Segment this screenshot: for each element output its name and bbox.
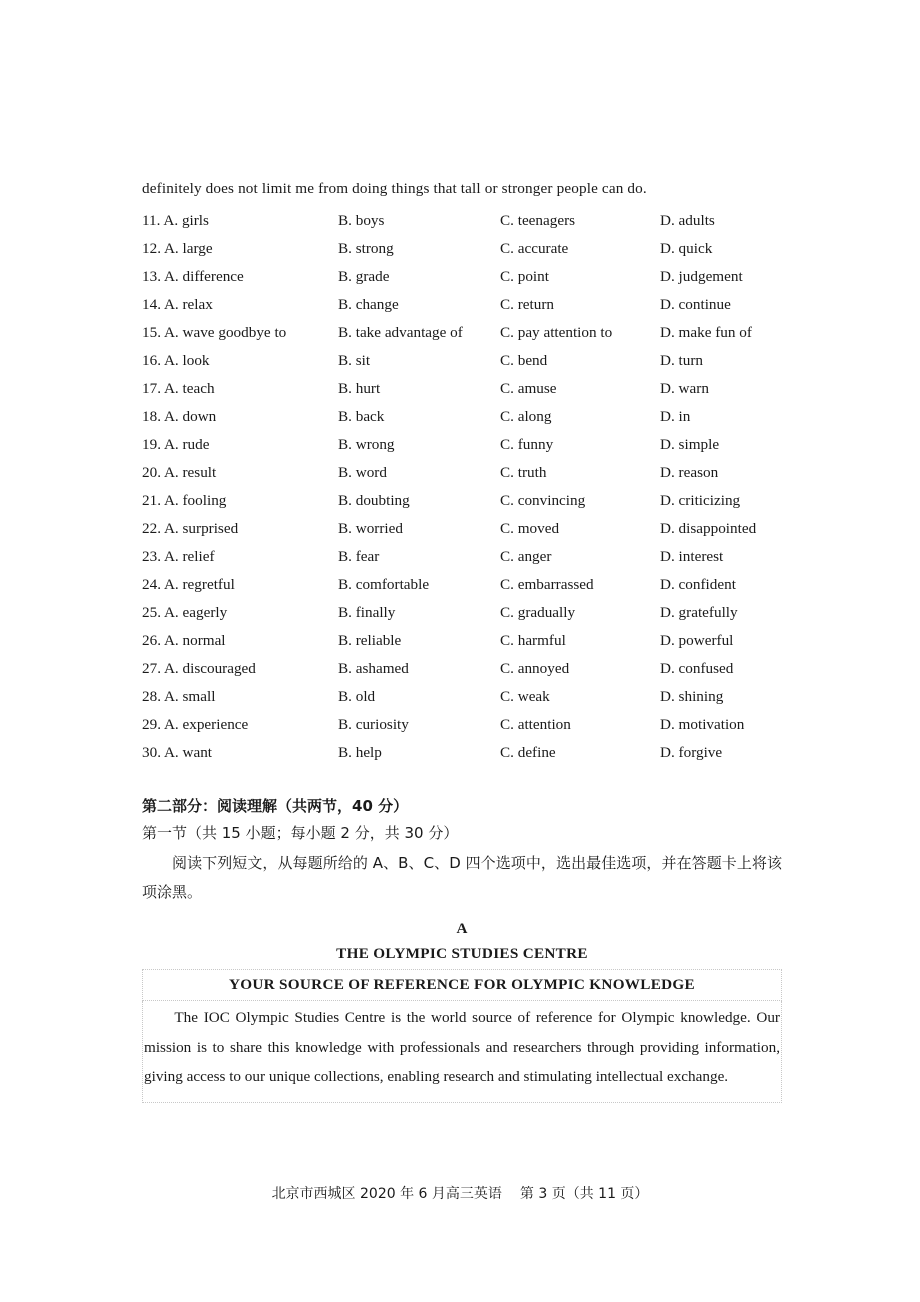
option-a[interactable]: 19. A. rude: [142, 436, 210, 453]
option-c[interactable]: C. bend: [500, 352, 548, 369]
option-a[interactable]: 20. A. result: [142, 464, 217, 481]
option-c[interactable]: C. truth: [500, 464, 547, 481]
option-d[interactable]: D. criticizing: [660, 492, 741, 509]
table-row: [143, 1001, 782, 1103]
option-c[interactable]: C. embarrassed: [500, 576, 594, 593]
option-a[interactable]: 13. A. difference: [142, 268, 244, 285]
option-b[interactable]: B. help: [338, 744, 382, 761]
option-d[interactable]: D. disappointed: [660, 520, 757, 537]
passage-letter: A: [456, 920, 468, 937]
cloze-option-row: [142, 543, 782, 571]
cloze-option-row: [142, 515, 782, 543]
option-d[interactable]: D. simple: [660, 436, 720, 453]
option-b[interactable]: B. comfortable: [338, 576, 430, 593]
option-c[interactable]: C. gradually: [500, 604, 576, 621]
cloze-option-row: [142, 319, 782, 347]
option-b[interactable]: B. boys: [338, 212, 385, 229]
option-d[interactable]: D. turn: [660, 352, 704, 369]
option-c[interactable]: C. funny: [500, 436, 554, 453]
option-a[interactable]: 11. A. girls: [142, 212, 209, 229]
option-c[interactable]: C. pay attention to: [500, 324, 613, 341]
cloze-option-row: [142, 263, 782, 291]
option-c[interactable]: C. anger: [500, 548, 552, 565]
cloze-option-row: [142, 655, 782, 683]
option-a[interactable]: 18. A. down: [142, 408, 217, 425]
cloze-option-row: [142, 207, 782, 235]
passage-info-table: [142, 969, 782, 1103]
option-a[interactable]: 29. A. experience: [142, 716, 249, 733]
table-row: [143, 970, 782, 1001]
option-b[interactable]: B. strong: [338, 240, 394, 257]
option-a[interactable]: 22. A. surprised: [142, 520, 239, 537]
option-d[interactable]: D. confused: [660, 660, 734, 677]
option-d[interactable]: D. shining: [660, 688, 724, 705]
footer-page-number: 第 3 页（共 11 页）: [519, 1186, 649, 1202]
cloze-option-row: [142, 627, 782, 655]
reading-instruction: 阅读下列短文，从每题所给的 A、B、C、D 四个选项中，选出最佳选项，并在答题卡上将该项涂黑。: [142, 854, 782, 901]
option-c[interactable]: C. moved: [500, 520, 560, 537]
option-b[interactable]: B. change: [338, 296, 399, 313]
option-d[interactable]: D. gratefully: [660, 604, 738, 621]
passage-title: THE OLYMPIC STUDIES CENTRE: [336, 945, 588, 962]
option-a[interactable]: 12. A. large: [142, 240, 213, 257]
option-b[interactable]: B. reliable: [338, 632, 402, 649]
option-d[interactable]: D. continue: [660, 296, 731, 313]
cloze-option-row: [142, 739, 782, 767]
option-d[interactable]: D. make fun of: [660, 324, 752, 341]
passage-body-cell: [143, 1001, 782, 1103]
option-c[interactable]: C. harmful: [500, 632, 566, 649]
option-d[interactable]: D. warn: [660, 380, 709, 397]
option-d[interactable]: D. in: [660, 408, 691, 425]
cloze-options-list: [142, 207, 782, 767]
cloze-option-row: [142, 347, 782, 375]
cloze-option-row: [142, 431, 782, 459]
cloze-option-row: [142, 683, 782, 711]
option-b[interactable]: B. worried: [338, 520, 403, 537]
option-c[interactable]: C. along: [500, 408, 552, 425]
cloze-option-row: [142, 291, 782, 319]
option-b[interactable]: B. ashamed: [338, 660, 409, 677]
option-a[interactable]: 15. A. wave goodbye to: [142, 324, 287, 341]
option-c[interactable]: C. define: [500, 744, 556, 761]
part-two-heading: 第二部分：阅读理解（共两节，40 分）: [142, 797, 409, 815]
cloze-option-row: [142, 487, 782, 515]
option-d[interactable]: D. judgement: [660, 268, 743, 285]
cloze-option-row: [142, 599, 782, 627]
option-d[interactable]: D. motivation: [660, 716, 745, 733]
option-b[interactable]: B. curiosity: [338, 716, 409, 733]
option-c[interactable]: C. return: [500, 296, 554, 313]
option-c[interactable]: C. teenagers: [500, 212, 576, 229]
footer-exam-info: 北京市西城区 2020 年 6 月高三英语: [271, 1186, 502, 1202]
option-b[interactable]: B. wrong: [338, 436, 395, 453]
option-d[interactable]: D. interest: [660, 548, 724, 565]
cloze-option-row: [142, 403, 782, 431]
option-a[interactable]: 27. A. discouraged: [142, 660, 256, 677]
option-c[interactable]: C. attention: [500, 716, 571, 733]
cloze-option-row: [142, 459, 782, 487]
option-a[interactable]: 14. A. relax: [142, 296, 213, 313]
option-b[interactable]: B. finally: [338, 604, 396, 621]
option-c[interactable]: C. weak: [500, 688, 550, 705]
passage-subtitle: YOUR SOURCE OF REFERENCE FOR OLYMPIC KNOWLEDGE: [143, 970, 782, 1001]
cloze-option-row: [142, 571, 782, 599]
option-c[interactable]: C. accurate: [500, 240, 569, 257]
option-d[interactable]: D. quick: [660, 240, 713, 257]
option-a[interactable]: 23. A. relief: [142, 548, 215, 565]
cloze-option-row: [142, 235, 782, 263]
option-a[interactable]: 28. A. small: [142, 688, 216, 705]
option-a[interactable]: 16. A. look: [142, 352, 210, 369]
cloze-option-row: [142, 375, 782, 403]
lead-in-sentence: definitely does not limit me from doing things that tall or stronger people can do.: [142, 180, 647, 197]
option-b[interactable]: B. grade: [338, 268, 390, 285]
cloze-option-row: [142, 711, 782, 739]
option-b[interactable]: B. take advantage of: [338, 324, 463, 341]
option-d[interactable]: D. confident: [660, 576, 736, 593]
passage-body-paragraph: The IOC Olympic Studies Centre is the world source of reference for Olympic knowledge. Our mission is to share this knowledge with professionals and researchers through providing information, giving access to our unique collections, enabling research and stimulating intellectual exchange.: [144, 1009, 780, 1085]
option-c[interactable]: C. point: [500, 268, 549, 285]
option-c[interactable]: C. amuse: [500, 380, 557, 397]
option-b[interactable]: B. fear: [338, 548, 380, 565]
option-b[interactable]: B. doubting: [338, 492, 410, 509]
option-b[interactable]: B. word: [338, 464, 387, 481]
option-a[interactable]: 17. A. teach: [142, 380, 215, 397]
option-d[interactable]: D. forgive: [660, 744, 723, 761]
option-d[interactable]: D. reason: [660, 464, 719, 481]
option-c[interactable]: C. annoyed: [500, 660, 570, 677]
option-d[interactable]: D. adults: [660, 212, 715, 229]
option-b[interactable]: B. hurt: [338, 380, 381, 397]
option-a[interactable]: 30. A. want: [142, 744, 213, 761]
option-c[interactable]: C. convincing: [500, 492, 586, 509]
option-b[interactable]: B. sit: [338, 352, 371, 369]
page-footer: [0, 1184, 920, 1204]
option-a[interactable]: 24. A. regretful: [142, 576, 235, 593]
option-a[interactable]: 26. A. normal: [142, 632, 226, 649]
section-one-subheading: 第一节（共 15 小题；每小题 2 分，共 30 分）: [142, 824, 459, 842]
option-d[interactable]: D. powerful: [660, 632, 734, 649]
option-a[interactable]: 21. A. fooling: [142, 492, 227, 509]
page-content: [142, 178, 782, 1103]
option-a[interactable]: 25. A. eagerly: [142, 604, 228, 621]
option-b[interactable]: B. back: [338, 408, 385, 425]
option-b[interactable]: B. old: [338, 688, 376, 705]
